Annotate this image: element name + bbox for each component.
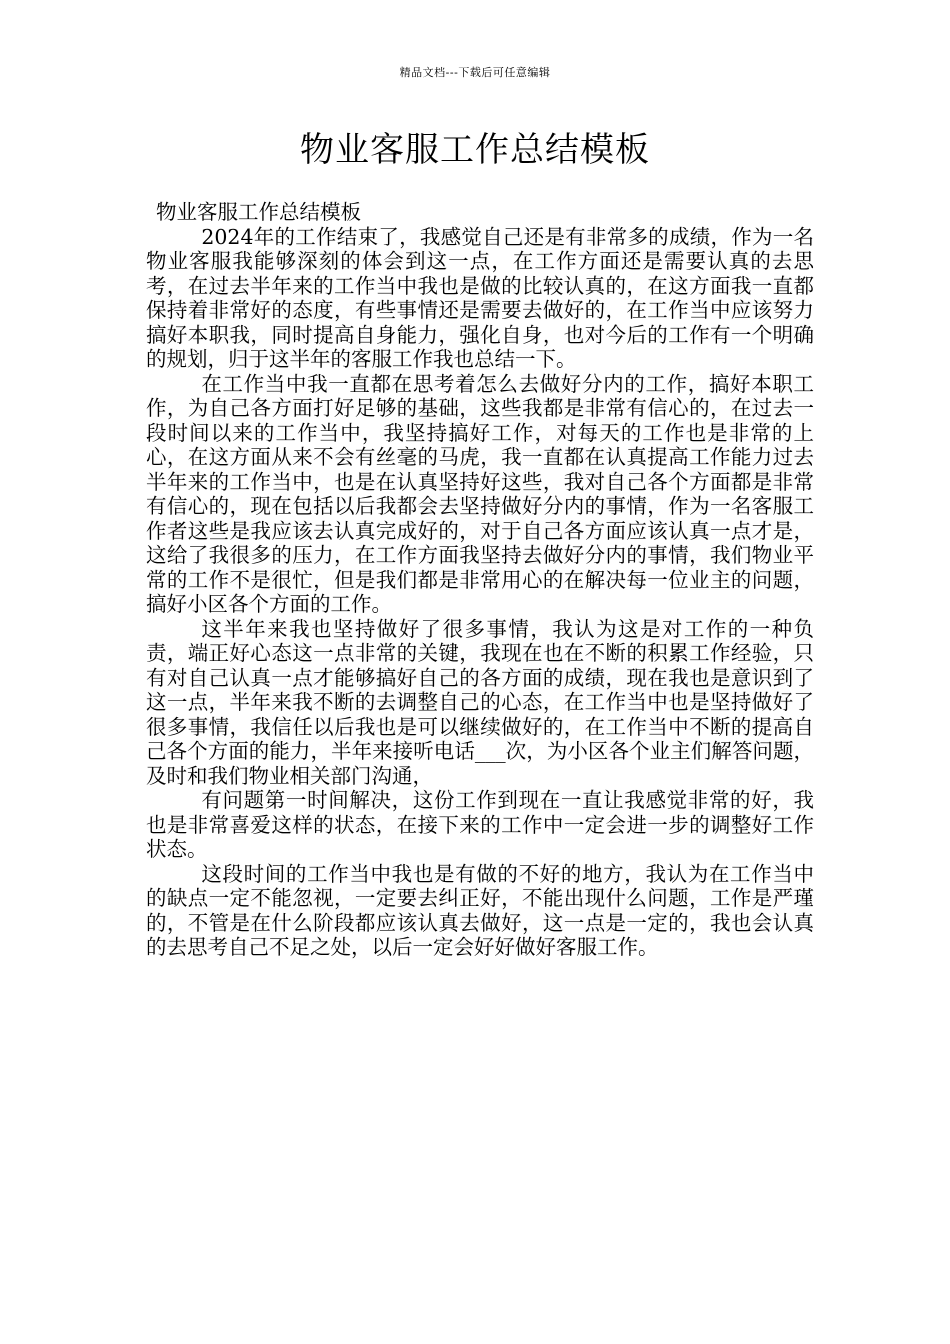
document-subtitle: 物业客服工作总结模板 — [156, 200, 361, 224]
paragraph-4: 有问题第一时间解决，这份工作到现在一直让我感觉非常的好，我也是非常喜爱这样的状态，在接下来的工作中一定会进一步的调整好工作状态。 — [146, 788, 814, 861]
page-header: 精品文档---下载后可任意编辑 — [399, 66, 551, 79]
document-title: 物业客服工作总结模板 — [300, 130, 650, 170]
paragraph-1: 2024年的工作结束了，我感觉自己还是有非常多的成绩，作为一名物业客服我能够深刻的体会到这一点，在工作方面还是需要认真的去思考，在过去半年来的工作当中我也是做的比较认真的，在这方面我一直都保持着非常好的态度，有些事情还是需要去做好的，在工作当中应该努力搞好本职我，同时提高自身能力，强化自身，也对今后的工作有一个明确的规划，归于这半年的客服工作我也总结一下。 — [146, 224, 814, 371]
paragraph-5: 这段时间的工作当中我也是有做的不好的地方，我认为在工作当中的缺点一定不能忽视，一定要去纠正好，不能出现什么问题，工作是严瑾的，不管是在什么阶段都应该认真去做好，这一点是一定的，我也会认真的去思考自己不足之处，以后一定会好好做好客服工作。 — [146, 861, 814, 959]
paragraph-2: 在工作当中我一直都在思考着怎么去做好分内的工作，搞好本职工作，为自己各方面打好足够的基础，这些我都是非常有信心的，在过去一段时间以来的工作当中，我坚持搞好工作，对每天的工作也是非常的上心，在这方面从来不会有丝毫的马虎，我一直都在认真提高工作能力过去半年来的工作当中，也是在认真坚持好这些，我对自己各个方面都是非常有信心的，现在包括以后我都会去坚持做好分内的事情，作为一名客服工作者这些是我应该去认真完成好的，对于自己各方面应该认真一点才是，这给了我很多的压力，在工作方面我坚持去做好分内的事情，我们物业平常的工作不是很忙，但是我们都是非常用心的在解决每一位业主的问题，搞好小区各个方面的工作。 — [146, 371, 814, 616]
document-body — [146, 200, 814, 960]
paragraph-3: 这半年来我也坚持做好了很多事情，我认为这是对工作的一种负责，端正好心态这一点非常的关键，我现在也在不断的积累工作经验，只有对自己认真一点才能够搞好自己的各方面的成绩，现在我也是意识到了这一点，半年来我不断的去调整自己的心态，在工作当中也是坚持做好了很多事情，我信任以后我也是可以继续做好的，在工作当中不断的提高自己各个方面的能力，半年来接听电话___次，为小区各个业主们解答问题，及时和我们物业相关部门沟通， — [146, 616, 814, 788]
